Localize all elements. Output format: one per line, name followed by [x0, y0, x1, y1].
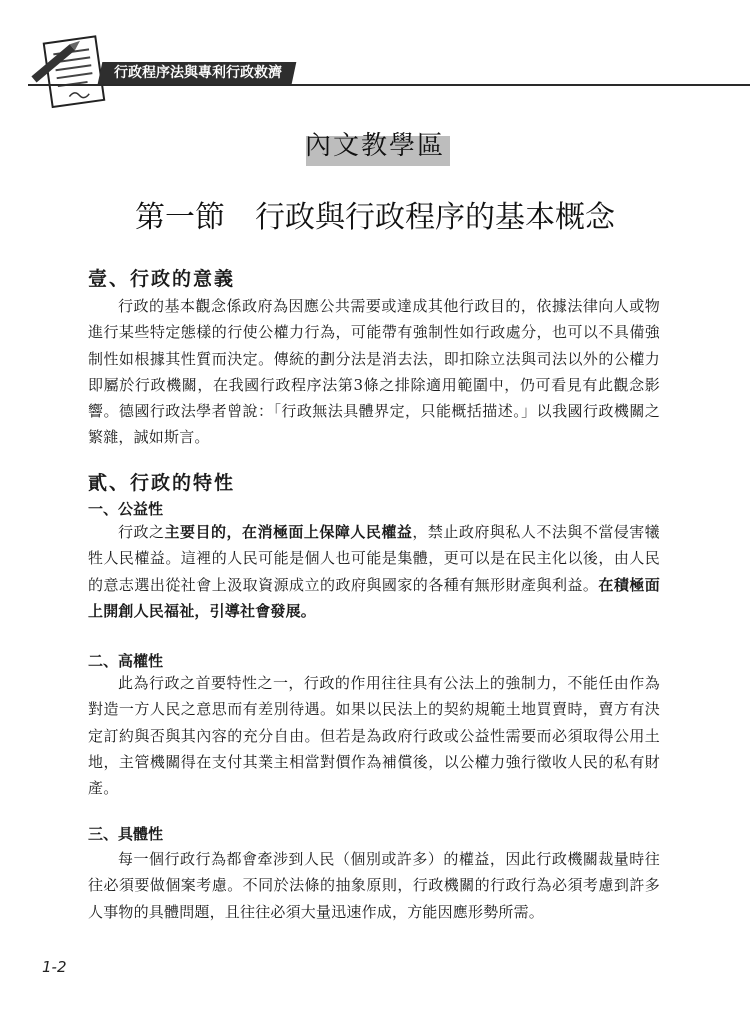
chapter-title: 第一節 行政與行政程序的基本概念 [135, 200, 615, 235]
subheading-public-interest: 一、公益性 [88, 500, 164, 518]
running-title: 行政程序法與專利行政救濟 [98, 62, 297, 84]
section-heading-1: 壹、行政的意義 [88, 268, 236, 290]
sovereignty-paragraph: 此為行政之首要特性之一，行政的作用往往具有公法上的強制力，不能任由作為對造一方人民之意思而有差別待遇。如果以民法上的契約規範土地買賣時，賣方有決定訂約與否與其內容的充分自由。但若是為政府行政或公益性需要而必須取得公用土地，主管機關得在支付其業主相當對價作為補償後，以公權力強行徵收人民的私有財產。 [88, 674, 660, 798]
banner-label: 內文教學區 [304, 131, 445, 161]
emphasis-text: 主要目的，在消極面上保障人民權益 [164, 523, 413, 541]
emphasis-text: 在積極面上開創人民福祉，引導社會發展。 [88, 575, 660, 620]
text-run: ，禁止政府與私人不法與不當侵害犧牲人民權益。這裡的人民可能是個人也可能是集體，更可以是在民主化以後，由人民的意志選出從社會上汲取資源成立的政府與國家的各種有無形財產與利益。 [88, 523, 660, 594]
section-heading-2: 貳、行政的特性 [88, 472, 236, 494]
public-interest-paragraph [88, 519, 660, 624]
page-number: 1-2 [42, 958, 67, 976]
section-1-paragraph: 行政的基本觀念係政府為因應公共需要或達成其他行政目的，依據法律向人或物進行某些特定態樣的行使公權力行為，可能帶有強制性如行政處分，也可以不具備強制性如根據其性質而決定。傳統的劃分法是消去法，即扣除立法與司法以外的公權力即屬於行政機關，在我國行政程序法第3條之排除適用範圍中，仍可看見有此觀念影響。德國行政法學者曾說：「行政無法具體界定，只能概括描述。」以我國行政機關之繁雜，誠如斯言。 [88, 297, 660, 447]
section-banner [300, 128, 450, 166]
subheading-concreteness: 三、具體性 [88, 825, 164, 843]
subheading-sovereignty: 二、高權性 [88, 652, 164, 670]
concreteness-paragraph: 每一個行政行為都會牽涉到人民（個別或許多）的權益，因此行政機關裁量時往往必須要做個案考慮。不同於法條的抽象原則，行政機關的行政行為必須考慮到許多人事物的具體問題，且往往必須大量迅速作成，方能因應形勢所需。 [88, 850, 660, 921]
text-run: 行政之 [118, 523, 165, 541]
header-rule [28, 84, 750, 86]
